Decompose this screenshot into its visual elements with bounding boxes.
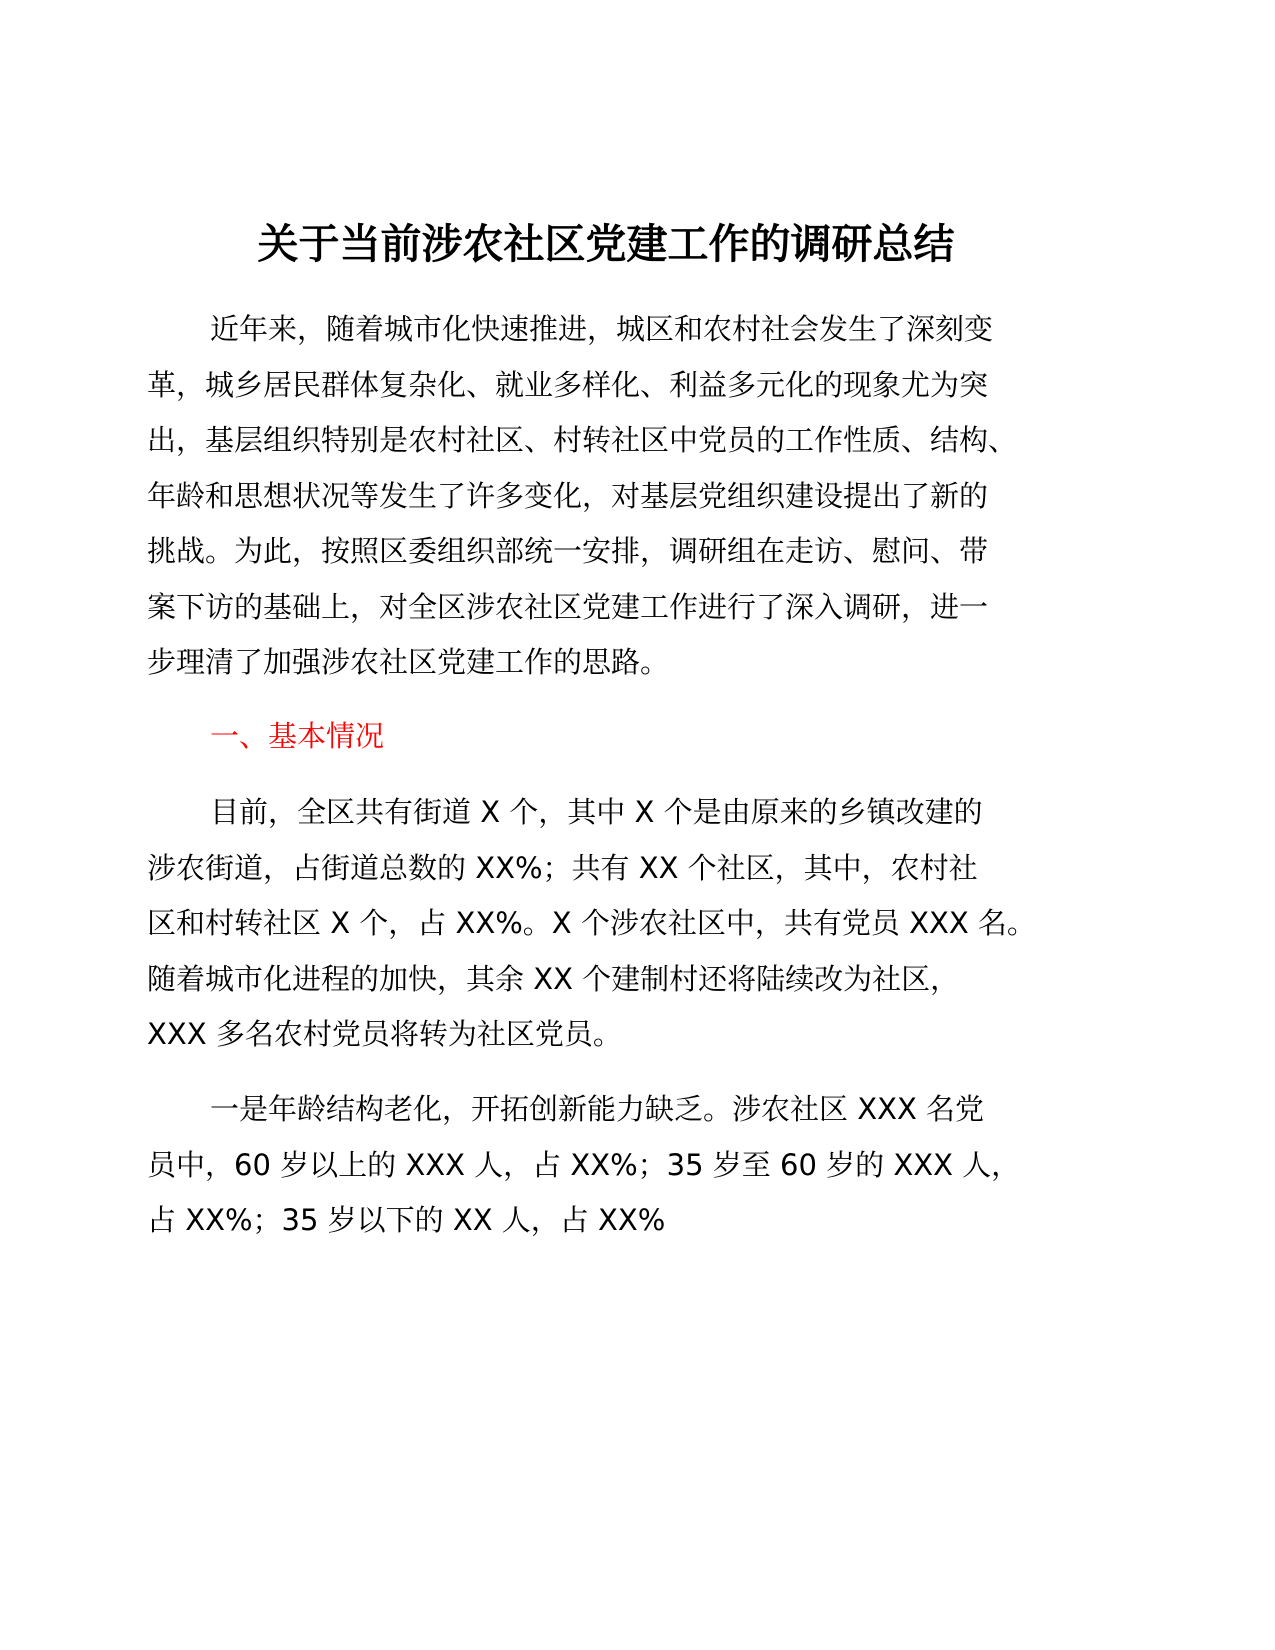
paragraph-line: 随着城市化进程的加快，其余 XX 个建制村还将陆续改为社区， xyxy=(147,961,960,996)
paragraph-line: 挑战。为此，按照区委组织部统一安排，调研组在走访、慰问、带 xyxy=(147,534,989,568)
paragraph-line: 涉农街道，占街道总数的 XX%；共有 XX 个社区，其中，农村社 xyxy=(147,850,978,885)
paragraph-line: 出，基层组织特别是农村社区、村转社区中党员的工作性质、结构、 xyxy=(147,423,1018,457)
paragraph-line: 目前，全区共有街道 X 个，其中 X 个是由原来的乡镇改建的 xyxy=(210,795,983,829)
paragraph-line: 占 XX%；35 岁以下的 XX 人，占 XX% xyxy=(147,1203,666,1237)
paragraph-line: 员中，60 岁以上的 XXX 人，占 XX%；35 岁至 60 岁的 XXX 人， xyxy=(147,1147,1021,1182)
document-title: 关于当前涉农社区党建工作的调研总结 xyxy=(257,220,955,268)
age-structure-paragraph xyxy=(147,1082,1107,1249)
paragraph-line: XXX 多名农村党员将转为社区党员。 xyxy=(147,1017,622,1051)
basic-situation-paragraph xyxy=(147,785,1107,1063)
paragraph-line: 案下访的基础上，对全区涉农社区党建工作进行了深入调研，进一 xyxy=(147,589,989,624)
paragraph-line: 近年来，随着城市化快速推进，城区和农村社会发生了深刻变 xyxy=(210,312,994,346)
intro-paragraph xyxy=(147,302,1107,691)
paragraph-line: 年龄和思想状况等发生了许多变化，对基层党组织建设提出了新的 xyxy=(147,478,989,513)
section-heading-basic-situation xyxy=(147,709,1107,765)
paragraph-line: 革，城乡居民群体复杂化、就业多样化、利益多元化的现象尤为突 xyxy=(147,367,989,402)
section-heading-text: 一、基本情况 xyxy=(210,719,385,753)
paragraph-line: 步理清了加强涉农社区党建工作的思路。 xyxy=(147,645,670,679)
paragraph-line: 区和村转社区 X 个，占 XX%。X 个涉农社区中，共有党员 XXX 名。 xyxy=(147,906,1036,940)
paragraph-line: 一是年龄结构老化，开拓创新能力缺乏。涉农社区 XXX 名党 xyxy=(210,1092,985,1126)
